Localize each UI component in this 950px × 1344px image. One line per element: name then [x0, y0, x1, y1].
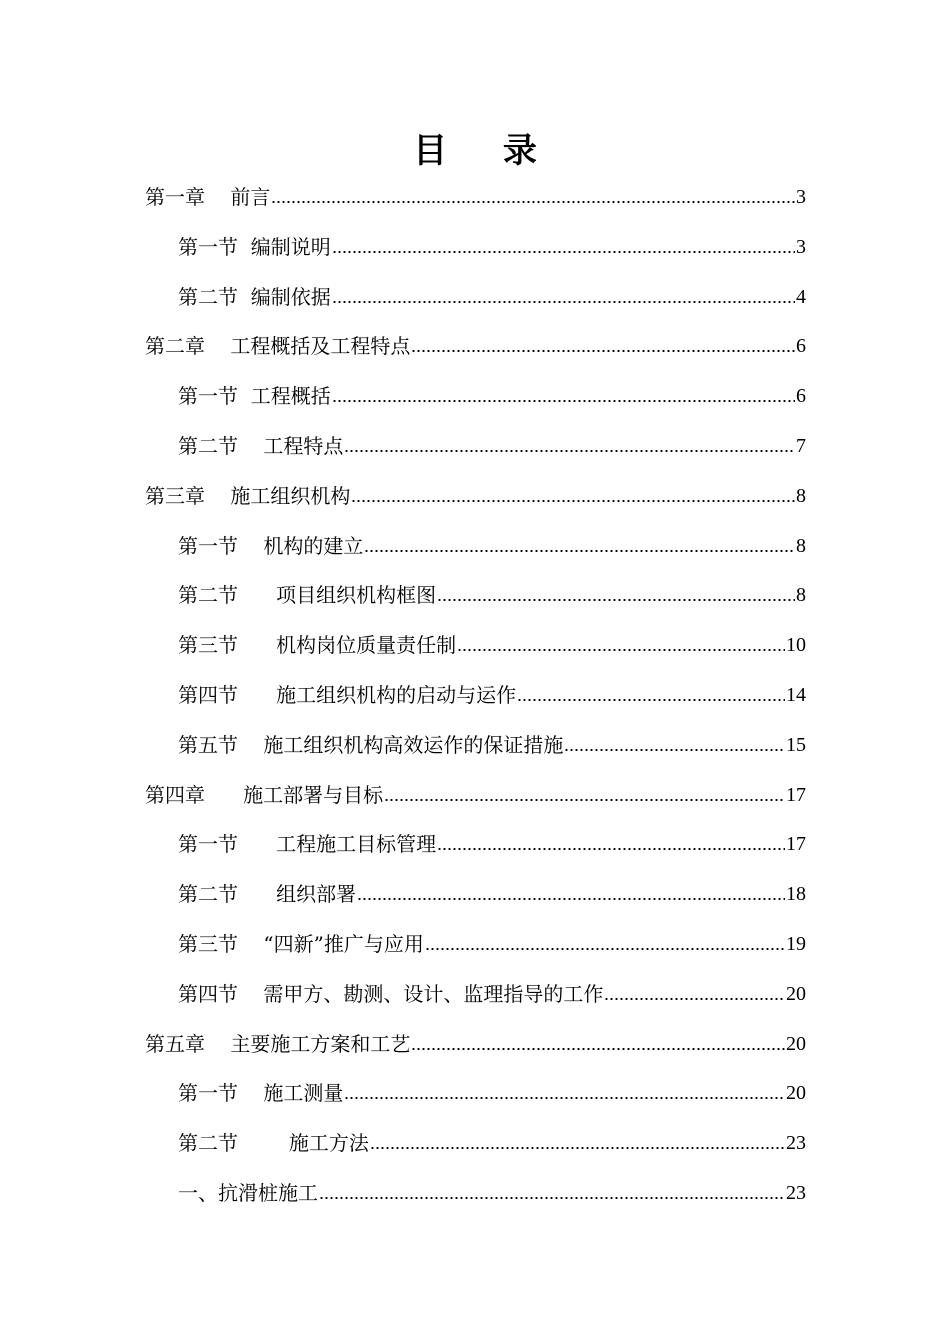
toc-page-number: 6 [796, 385, 806, 408]
toc-entry-label: 第二章 工程概括及工程特点 [145, 334, 411, 359]
dot-leader [271, 200, 795, 204]
toc-section-entry[interactable] [178, 278, 806, 310]
toc-entry-label: 第一节 施工测量 [178, 1081, 344, 1106]
toc-page-number: 4 [796, 285, 806, 308]
toc-chapter-entry[interactable] [145, 327, 806, 359]
toc-entry-label: 第一节 工程概括 [178, 384, 331, 409]
toc-section-entry[interactable] [178, 527, 806, 559]
dot-leader [437, 598, 795, 602]
toc-entry-label: 一、抗滑桩施工 [178, 1181, 318, 1205]
toc-page-number: 8 [796, 484, 806, 507]
toc-chapter-entry[interactable] [145, 178, 806, 210]
toc-section-entry[interactable] [178, 1174, 806, 1206]
toc-entry-label: 第一章 前言 [145, 185, 271, 209]
dot-leader [411, 1047, 785, 1051]
toc-page-number: 20 [786, 1032, 806, 1055]
toc-page-number: 23 [786, 1132, 806, 1155]
dot-leader [411, 349, 795, 353]
toc-section-entry[interactable] [178, 626, 806, 658]
toc-page-number: 8 [796, 584, 806, 607]
toc-entry-label: 第一节 机构的建立 [178, 533, 364, 558]
toc-page-number: 3 [796, 186, 806, 208]
toc-entry-label: 第二节 工程特点 [178, 434, 344, 458]
toc-page-number: 6 [796, 335, 806, 358]
toc-entry-label: 第四节 施工组织机构的启动与运作 [178, 683, 517, 707]
toc-entry-label: 第二节 组织部署 [178, 882, 357, 907]
dot-leader [319, 1196, 785, 1200]
toc-page-number: 19 [786, 933, 806, 955]
dot-leader [564, 748, 785, 752]
toc-entry-label: 第五节 施工组织机构高效运作的保证措施 [178, 732, 564, 757]
toc-entry-label: 第四节 需甲方、勘测、设计、监理指导的工作 [178, 981, 604, 1006]
toc-section-entry[interactable] [178, 228, 806, 260]
toc-section-entry[interactable] [178, 726, 806, 758]
toc-page-number: 20 [786, 982, 806, 1005]
toc-entry-label: 第三章 施工组织机构 [145, 483, 351, 508]
toc-entry-label: 第一节 工程施工目标管理 [178, 832, 437, 857]
toc-section-entry[interactable] [178, 1074, 806, 1106]
toc-page-number: 18 [786, 883, 806, 906]
toc-chapter-entry[interactable] [145, 1025, 806, 1057]
dot-leader [604, 997, 785, 1001]
toc-entry-label: 第四章 施工部署与目标 [145, 782, 384, 807]
toc-entry-label: 第五章 主要施工方案和工艺 [145, 1031, 411, 1056]
dot-leader [351, 499, 795, 503]
toc-page-number: 15 [786, 733, 806, 756]
toc-page-number: 23 [786, 1182, 806, 1204]
toc-entry-label: 第三节 机构岗位质量责任制 [178, 633, 457, 658]
toc-section-entry[interactable] [178, 875, 806, 907]
dot-leader [437, 847, 785, 851]
dot-leader [332, 250, 795, 254]
toc-section-entry[interactable] [178, 825, 806, 857]
toc-page-number: 8 [796, 534, 806, 557]
dot-leader [457, 648, 785, 652]
toc-page-number: 14 [786, 684, 806, 706]
toc-section-entry[interactable] [178, 427, 806, 459]
toc-section-entry[interactable] [178, 975, 806, 1007]
toc-section-entry[interactable] [178, 925, 806, 957]
dot-leader [517, 698, 785, 702]
dot-leader [344, 449, 795, 453]
dot-leader [364, 549, 795, 553]
toc-section-entry[interactable] [178, 1124, 806, 1156]
toc-chapter-entry[interactable] [145, 477, 806, 509]
dot-leader [425, 947, 785, 951]
toc-page-number: 17 [786, 783, 806, 806]
toc-section-entry[interactable] [178, 576, 806, 608]
toc-page-number: 17 [786, 833, 806, 856]
toc-entry-label: 第二节 项目组织机构框图 [178, 583, 437, 608]
toc-entry-label: 第三节 “四新”推广与应用 [178, 932, 424, 956]
toc-entry-label: 第二节 编制依据 [178, 284, 331, 309]
dot-leader [357, 897, 785, 901]
dot-leader [332, 300, 795, 304]
toc-title: 目 录 [413, 131, 559, 171]
toc-section-entry[interactable] [178, 377, 806, 409]
dot-leader [332, 399, 795, 403]
toc-entry-label: 第一节 编制说明 [178, 234, 331, 259]
dot-leader [344, 1096, 785, 1100]
toc-section-entry[interactable] [178, 676, 806, 708]
toc-entry-label: 第二节 施工方法 [178, 1131, 369, 1156]
dot-leader [384, 798, 785, 802]
toc-page-number: 20 [786, 1082, 806, 1105]
toc-page-number: 10 [786, 634, 806, 657]
toc-chapter-entry[interactable] [145, 776, 806, 808]
toc-page-number: 3 [796, 235, 806, 258]
toc-page-number: 7 [796, 435, 806, 457]
dot-leader [370, 1146, 785, 1150]
